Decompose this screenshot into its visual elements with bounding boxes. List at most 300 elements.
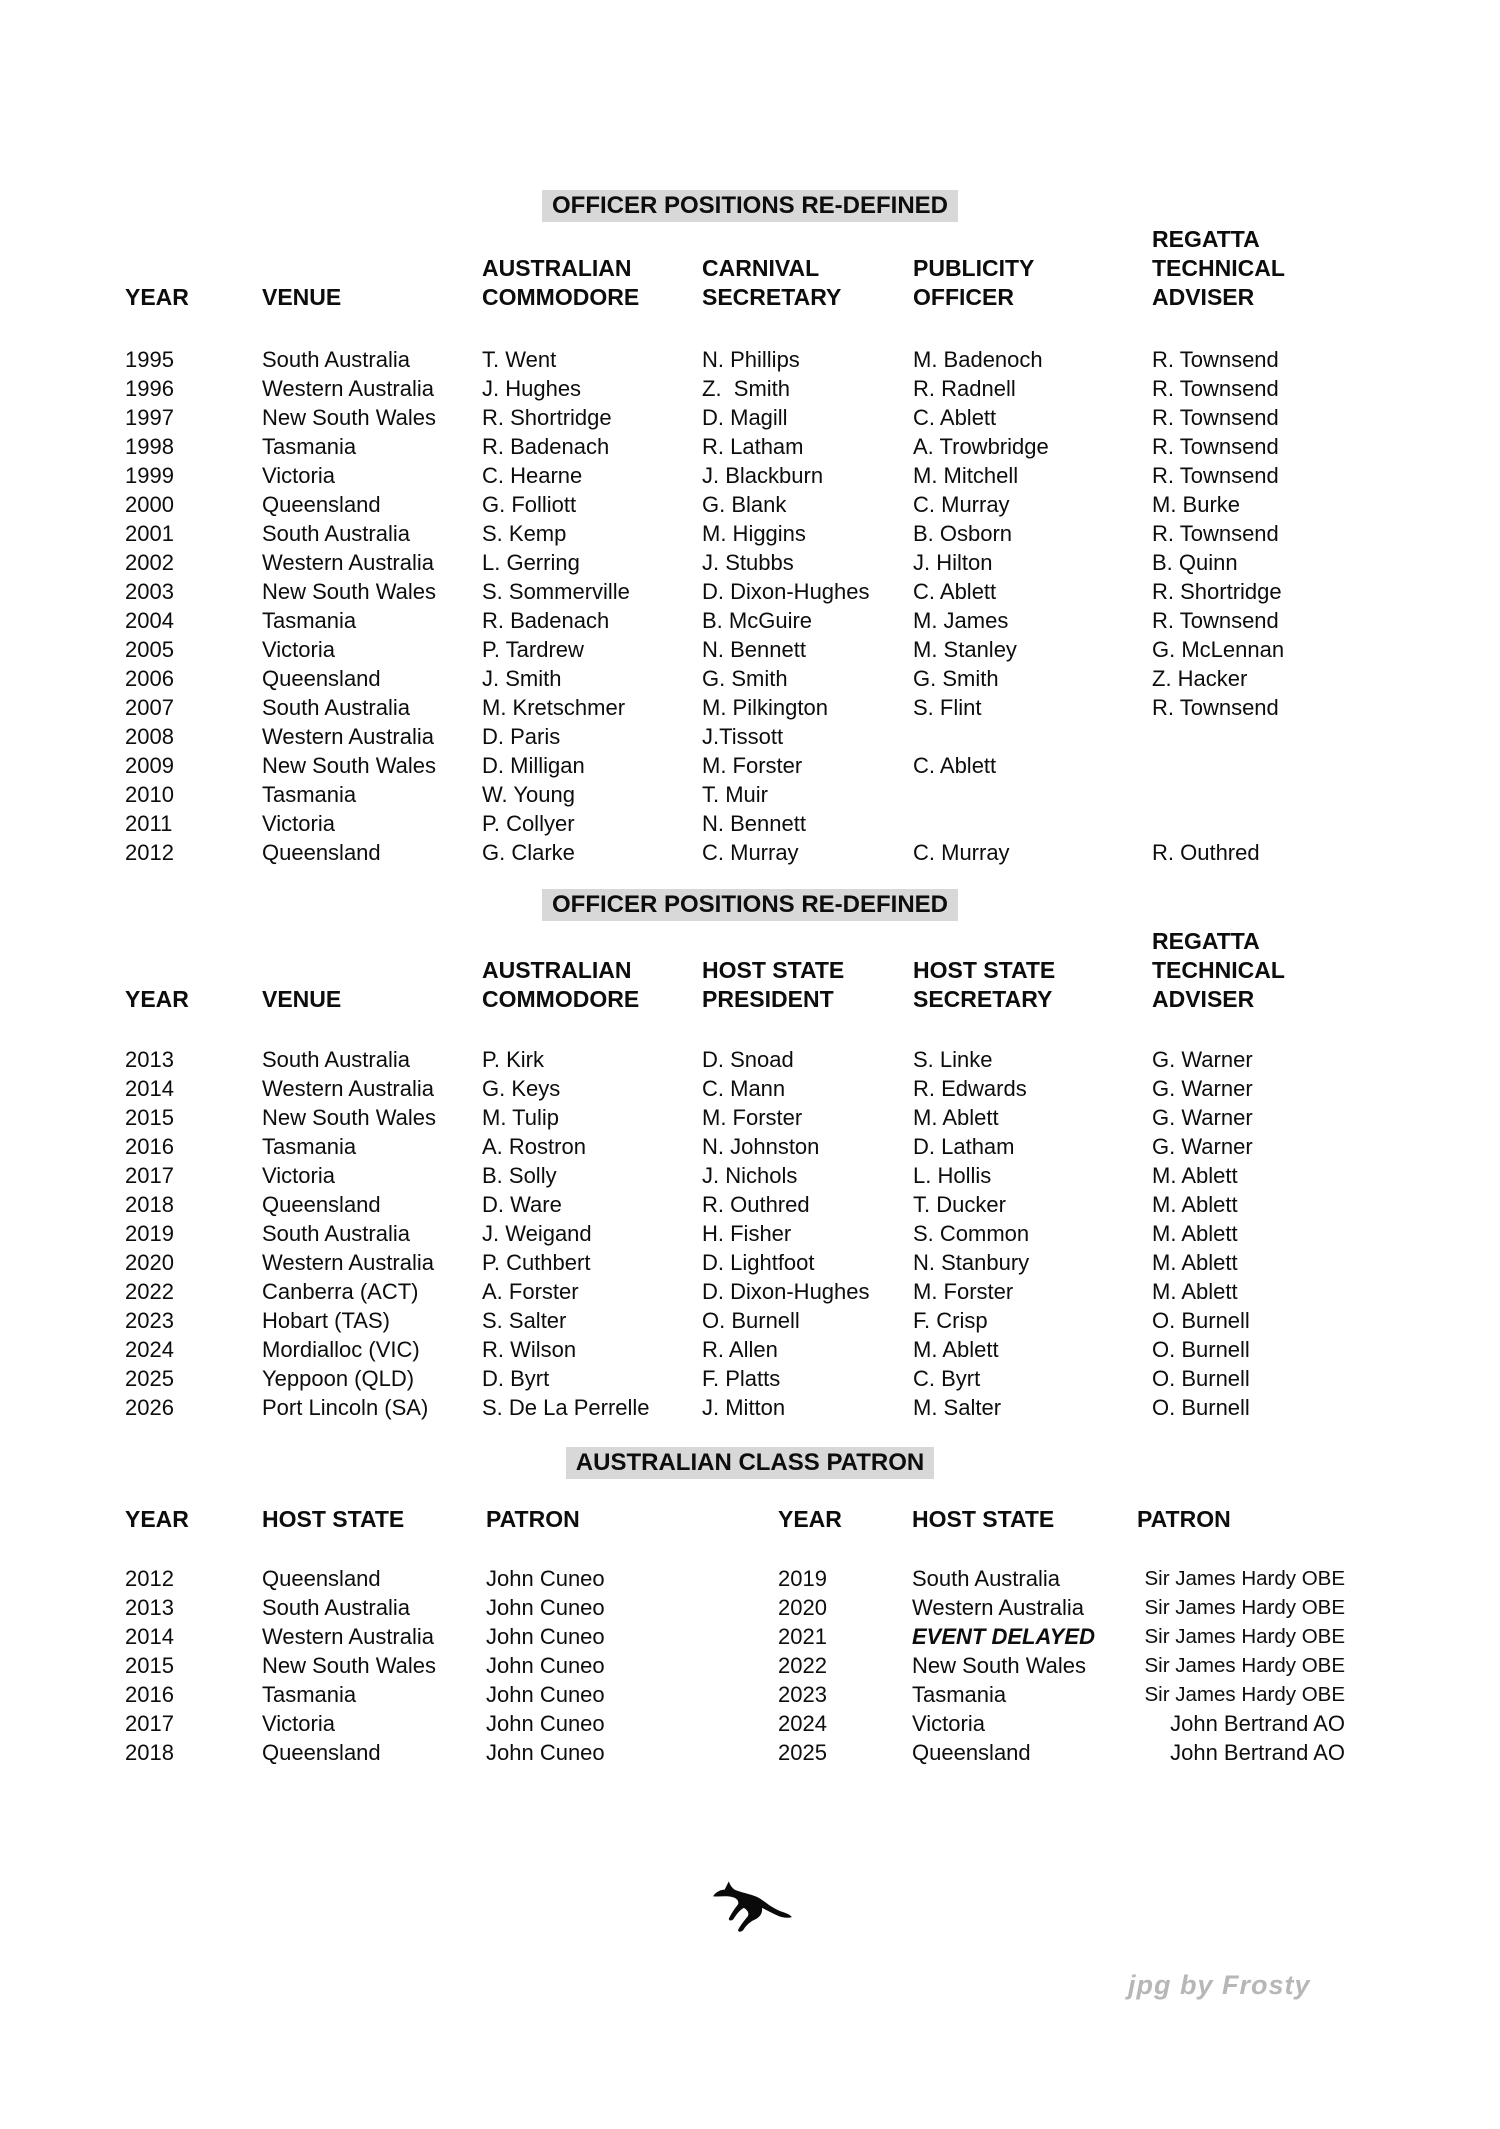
table-cell: P. Kirk [482, 1047, 544, 1072]
table-cell: P. Tardrew [482, 637, 584, 662]
table-cell: J. Hilton [913, 550, 993, 575]
table-cell: 2001 [125, 521, 174, 546]
table-cell: S. Salter [482, 1308, 567, 1333]
table-cell: A. Trowbridge [913, 434, 1049, 459]
table-cell: M. Forster [702, 1105, 803, 1130]
column-header-line: PUBLICITY [913, 255, 1035, 281]
table-cell: Mordialloc (VIC) [262, 1337, 420, 1362]
table-cell: 2018 [125, 1192, 174, 1217]
table-cell: R. Outhred [702, 1192, 810, 1217]
table-row [0, 1564, 1500, 1593]
table-cell: N. Phillips [702, 347, 800, 372]
table-row [0, 374, 1500, 403]
table-cell: F. Crisp [913, 1308, 988, 1333]
table-cell: P. Collyer [482, 811, 575, 836]
table-cell: New South Wales [262, 1653, 437, 1678]
table-cell: Sir James Hardy OBE [1144, 1567, 1345, 1590]
column-header-line: AUSTRALIAN [482, 957, 632, 983]
table-cell: 2023 [125, 1308, 174, 1333]
table-cell: G. Keys [482, 1076, 561, 1101]
table-cell: M. Salter [913, 1395, 1002, 1420]
table-cell: John Cuneo [486, 1624, 605, 1649]
table-cell: J. Blackburn [702, 463, 824, 488]
table-cell: G. Smith [702, 666, 788, 691]
table-cell: Victoria [912, 1711, 985, 1736]
table-row [0, 635, 1500, 664]
column-header [482, 927, 700, 1014]
table-cell: Tasmania [262, 434, 357, 459]
table-row [0, 577, 1500, 606]
table-row [0, 1364, 1500, 1393]
column-header-line: HOST STATE [912, 1506, 1055, 1532]
table-cell: R. Allen [702, 1337, 778, 1362]
table-cell: O. Burnell [1152, 1366, 1250, 1391]
table-cell: D. Byrt [482, 1366, 550, 1391]
table-cell: R. Badenach [482, 608, 610, 633]
table-cell: R. Townsend [1152, 521, 1279, 546]
table-cell: M. Ablett [1152, 1279, 1238, 1304]
table-cell: D. Milligan [482, 753, 585, 778]
table-cell: John Cuneo [486, 1711, 605, 1736]
table-row [0, 1132, 1500, 1161]
table-cell: Western Australia [262, 1250, 435, 1275]
table-cell: Yeppoon (QLD) [262, 1366, 415, 1391]
table-cell: R. Wilson [482, 1337, 577, 1362]
table-cell: Victoria [262, 637, 335, 662]
table-cell: Sir James Hardy OBE [1144, 1596, 1345, 1619]
column-header [482, 225, 700, 312]
table-cell: G. Warner [1152, 1047, 1253, 1072]
table-row [0, 1248, 1500, 1277]
column-header [913, 225, 1150, 312]
table-cell: M. Badenoch [913, 347, 1043, 372]
table-cell: 2019 [778, 1566, 827, 1591]
column-header [1137, 1505, 1345, 1534]
table-cell: Hobart (TAS) [262, 1308, 390, 1333]
table-cell: 2025 [778, 1740, 827, 1765]
table-cell: M. Forster [702, 753, 803, 778]
column-header-line: ADVISER [1152, 284, 1255, 310]
table-cell: Port Lincoln (SA) [262, 1395, 429, 1420]
table-cell: 2026 [125, 1395, 174, 1420]
table-cell: 2012 [125, 840, 174, 865]
column-header [702, 225, 911, 312]
table-cell: 2021 [778, 1624, 827, 1649]
table-cell: Z. Hacker [1152, 666, 1248, 691]
table-cell: B. Osborn [913, 521, 1013, 546]
table-row [0, 1190, 1500, 1219]
table-cell: 2025 [125, 1366, 174, 1391]
table-cell: N. Bennett [702, 811, 806, 836]
table-cell: M. Higgins [702, 521, 806, 546]
table-cell: Sir James Hardy OBE [1144, 1683, 1345, 1706]
table-cell: M. Ablett [1152, 1221, 1238, 1246]
table-row [0, 809, 1500, 838]
table-cell: 2019 [125, 1221, 174, 1246]
table-cell: D. Snoad [702, 1047, 794, 1072]
table-cell: M. James [913, 608, 1009, 633]
table-cell: R. Edwards [913, 1076, 1027, 1101]
table-cell: M. Pilkington [702, 695, 828, 720]
table-cell: Tasmania [262, 1682, 357, 1707]
table-cell: 2009 [125, 753, 174, 778]
column-header-line: COMMODORE [482, 986, 640, 1012]
table-cell: Queensland [912, 1740, 1031, 1765]
table-cell: Queensland [262, 666, 381, 691]
table-cell: R. Townsend [1152, 347, 1279, 372]
table-row [0, 838, 1500, 867]
table-cell: D. Lightfoot [702, 1250, 815, 1275]
table-cell: John Cuneo [486, 1595, 605, 1620]
table-cell: C. Murray [913, 840, 1010, 865]
table-cell: O. Burnell [702, 1308, 800, 1333]
table-cell: EVENT DELAYED [912, 1624, 1095, 1649]
table-cell: 2004 [125, 608, 174, 633]
table-row [0, 1074, 1500, 1103]
table-cell: G. Blank [702, 492, 787, 517]
table-cell: T. Went [482, 347, 557, 372]
table-cell: South Australia [912, 1566, 1060, 1591]
column-header [125, 927, 262, 1014]
column-header [262, 927, 480, 1014]
table-row [0, 432, 1500, 461]
table-cell: 2013 [125, 1595, 174, 1620]
column-header-line: PATRON [1137, 1506, 1231, 1532]
table-cell: 2015 [125, 1653, 174, 1678]
table-cell: B. Solly [482, 1163, 557, 1188]
column-header [1152, 927, 1452, 1014]
table-cell: Canberra (ACT) [262, 1279, 419, 1304]
table-cell: R. Radnell [913, 376, 1016, 401]
table-cell: 1996 [125, 376, 174, 401]
table-cell: M. Ablett [913, 1337, 999, 1362]
table-cell: R. Townsend [1152, 608, 1279, 633]
table-cell: R. Shortridge [1152, 579, 1282, 604]
table-row [0, 1103, 1500, 1132]
table-cell: 2003 [125, 579, 174, 604]
table-cell: 2000 [125, 492, 174, 517]
column-header [1152, 225, 1452, 312]
table-row [0, 722, 1500, 751]
table-cell: Tasmania [262, 1134, 357, 1159]
table-cell: O. Burnell [1152, 1308, 1250, 1333]
table-cell: Victoria [262, 1163, 335, 1188]
table-cell: S. De La Perrelle [482, 1395, 650, 1420]
table-cell: O. Burnell [1152, 1337, 1250, 1362]
table-cell: Western Australia [262, 550, 435, 575]
table-cell: Tasmania [912, 1682, 1007, 1707]
table-cell: M. Tulip [482, 1105, 560, 1130]
table-cell: R. Townsend [1152, 463, 1279, 488]
table-cell: 2013 [125, 1047, 174, 1072]
table-cell: R. Townsend [1152, 405, 1279, 430]
table-cell: F. Platts [702, 1366, 781, 1391]
table-cell: S. Flint [913, 695, 982, 720]
table-cell: G. Warner [1152, 1134, 1253, 1159]
table-cell: G. Smith [913, 666, 999, 691]
table-cell: M. Ablett [1152, 1163, 1238, 1188]
table-row [0, 1277, 1500, 1306]
table-row [0, 693, 1500, 722]
table-cell: 2008 [125, 724, 174, 749]
table-cell: S. Sommerville [482, 579, 630, 604]
officer-table-2-header [0, 927, 1500, 1014]
table-cell: Tasmania [262, 782, 357, 807]
table-row [0, 1593, 1500, 1622]
table-cell: J. Mitton [702, 1395, 786, 1420]
table-row [0, 1393, 1500, 1422]
table-cell: South Australia [262, 1047, 410, 1072]
column-header-line: REGATTA [1152, 226, 1260, 252]
table-cell: N. Bennett [702, 637, 806, 662]
table-cell: C. Ablett [913, 753, 997, 778]
table-row [0, 1335, 1500, 1364]
column-header-line: SECRETARY [702, 284, 842, 310]
column-header-line: ADVISER [1152, 986, 1255, 1012]
section-title-text: OFFICER POSITIONS RE-DEFINED [542, 889, 958, 921]
table-cell: R. Badenach [482, 434, 610, 459]
table-cell: J. Weigand [482, 1221, 592, 1246]
patron-table-right-header [0, 1505, 1500, 1534]
table-cell: B. McGuire [702, 608, 813, 633]
table-cell: D. Dixon-Hughes [702, 579, 870, 604]
table-cell: 2020 [125, 1250, 174, 1275]
table-cell: M. Mitchell [913, 463, 1019, 488]
column-header-line: PRESIDENT [702, 986, 834, 1012]
table-cell: 2014 [125, 1076, 174, 1101]
table-cell: Western Australia [262, 376, 435, 401]
table-cell: D. Magill [702, 405, 788, 430]
table-row [0, 1680, 1500, 1709]
table-cell: D. Dixon-Hughes [702, 1279, 870, 1304]
column-header-line: YEAR [125, 986, 189, 1012]
table-cell: 2024 [778, 1711, 827, 1736]
table-cell: 2024 [125, 1337, 174, 1362]
table-cell: T. Ducker [913, 1192, 1006, 1217]
table-cell: L. Hollis [913, 1163, 992, 1188]
table-cell: New South Wales [262, 579, 437, 604]
table-cell: South Australia [262, 521, 410, 546]
column-header-line: TECHNICAL [1152, 255, 1285, 281]
table-cell: C. Murray [913, 492, 1010, 517]
table-row [0, 1219, 1500, 1248]
table-cell: Western Australia [262, 1076, 435, 1101]
table-cell: P. Cuthbert [482, 1250, 591, 1275]
table-cell: B. Quinn [1152, 550, 1238, 575]
table-cell: R. Townsend [1152, 376, 1279, 401]
column-header-line: VENUE [262, 284, 342, 310]
table-cell: John Cuneo [486, 1566, 605, 1591]
table-cell: 2017 [125, 1711, 174, 1736]
table-cell: 2011 [125, 811, 173, 836]
table-cell: W. Young [482, 782, 575, 807]
table-cell: Western Australia [262, 724, 435, 749]
column-header-line: HOST STATE [702, 957, 845, 983]
column-header [912, 1505, 1135, 1534]
table-cell: Queensland [262, 1566, 381, 1591]
table-cell: Victoria [262, 811, 335, 836]
officer-table-1 [0, 345, 1500, 867]
table-cell: South Australia [262, 347, 410, 372]
table-cell: D. Latham [913, 1134, 1015, 1159]
column-header-line: PATRON [486, 1506, 580, 1532]
table-cell: A. Forster [482, 1279, 579, 1304]
section-title [0, 1447, 1500, 1479]
table-cell: 2020 [778, 1595, 827, 1620]
column-header-line: HOST STATE [913, 957, 1056, 983]
table-row [0, 780, 1500, 809]
table-cell: G. Warner [1152, 1076, 1253, 1101]
table-cell: C. Murray [702, 840, 799, 865]
column-header [913, 927, 1150, 1014]
column-header [125, 225, 262, 312]
table-cell: J.Tissott [702, 724, 784, 749]
table-cell: Victoria [262, 463, 335, 488]
table-cell: 2015 [125, 1105, 174, 1130]
column-header-line: VENUE [262, 986, 342, 1012]
column-header-line: YEAR [125, 1506, 189, 1532]
table-cell: 1995 [125, 347, 174, 372]
table-cell: New South Wales [262, 753, 437, 778]
table-cell: 1997 [125, 405, 174, 430]
table-cell: 2006 [125, 666, 174, 691]
column-header-line: YEAR [778, 1506, 842, 1532]
table-cell: Tasmania [262, 608, 357, 633]
table-cell: John Cuneo [486, 1653, 605, 1678]
table-cell: A. Rostron [482, 1134, 586, 1159]
table-cell: C. Ablett [913, 405, 997, 430]
column-header-line: TECHNICAL [1152, 957, 1285, 983]
table-cell: 2018 [125, 1740, 174, 1765]
table-cell: South Australia [262, 1595, 410, 1620]
table-cell: S. Common [913, 1221, 1030, 1246]
table-cell: 2014 [125, 1624, 174, 1649]
table-cell: Queensland [262, 492, 381, 517]
table-cell: S. Kemp [482, 521, 567, 546]
table-cell: C. Mann [702, 1076, 786, 1101]
table-cell: M. Burke [1152, 492, 1241, 517]
table-cell: D. Ware [482, 1192, 562, 1217]
table-cell: G. McLennan [1152, 637, 1285, 662]
table-cell: M. Kretschmer [482, 695, 626, 720]
column-header [778, 1505, 912, 1534]
table-cell: Victoria [262, 1711, 335, 1736]
table-cell: J. Stubbs [702, 550, 794, 575]
table-cell: M. Forster [913, 1279, 1014, 1304]
table-cell: 2010 [125, 782, 174, 807]
table-row [0, 1651, 1500, 1680]
table-cell: R. Townsend [1152, 695, 1279, 720]
section-title-text: AUSTRALIAN CLASS PATRON [566, 1447, 934, 1479]
table-row [0, 1622, 1500, 1651]
table-row [0, 1161, 1500, 1190]
table-row [0, 548, 1500, 577]
watermark-text: jpg by Frosty [1128, 1970, 1311, 2000]
table-cell: R. Latham [702, 434, 804, 459]
patron-table-right [0, 1564, 1500, 1767]
table-cell: Queensland [262, 840, 381, 865]
table-cell: New South Wales [912, 1653, 1087, 1678]
table-cell: 2017 [125, 1163, 174, 1188]
table-cell: D. Paris [482, 724, 561, 749]
table-cell: John Bertrand AO [1170, 1740, 1345, 1765]
table-row [0, 606, 1500, 635]
table-cell: C. Ablett [913, 579, 997, 604]
table-row [0, 345, 1500, 374]
table-cell: M. Ablett [1152, 1192, 1238, 1217]
table-cell: John Cuneo [486, 1682, 605, 1707]
table-cell: South Australia [262, 695, 410, 720]
table-cell: G. Clarke [482, 840, 575, 865]
column-header [262, 225, 480, 312]
section-title [0, 889, 1500, 921]
table-cell: Western Australia [912, 1595, 1085, 1620]
column-header-line: CARNIVAL [702, 255, 820, 281]
table-cell: L. Gerring [482, 550, 580, 575]
table-cell: M. Ablett [1152, 1250, 1238, 1275]
table-cell: C. Hearne [482, 463, 583, 488]
table-cell: 2005 [125, 637, 174, 662]
table-cell: John Cuneo [486, 1740, 605, 1765]
table-cell: T. Muir [702, 782, 768, 807]
table-cell: R. Shortridge [482, 405, 612, 430]
table-cell: Sir James Hardy OBE [1144, 1654, 1345, 1677]
table-cell: Queensland [262, 1192, 381, 1217]
table-cell: S. Linke [913, 1047, 993, 1072]
table-cell: J. Smith [482, 666, 562, 691]
kangaroo-logo-icon [710, 1878, 794, 1936]
column-header-line: OFFICER [913, 284, 1014, 310]
column-header [702, 927, 911, 1014]
table-cell: J. Nichols [702, 1163, 798, 1188]
table-cell: N. Johnston [702, 1134, 820, 1159]
table-row [0, 461, 1500, 490]
column-header-line: COMMODORE [482, 284, 640, 310]
table-cell: H. Fisher [702, 1221, 792, 1246]
table-cell: 2022 [125, 1279, 174, 1304]
table-cell: R. Townsend [1152, 434, 1279, 459]
table-cell: 2023 [778, 1682, 827, 1707]
table-cell: 2016 [125, 1134, 174, 1159]
table-cell: New South Wales [262, 405, 437, 430]
table-cell: 2002 [125, 550, 174, 575]
table-cell: Western Australia [262, 1624, 435, 1649]
table-cell: New South Wales [262, 1105, 437, 1130]
table-cell: Queensland [262, 1740, 381, 1765]
table-cell: O. Burnell [1152, 1395, 1250, 1420]
table-cell: G. Folliott [482, 492, 577, 517]
column-header-line: YEAR [125, 284, 189, 310]
table-row [0, 1709, 1500, 1738]
table-cell: R. Outhred [1152, 840, 1260, 865]
table-row [0, 519, 1500, 548]
table-row [0, 490, 1500, 519]
table-cell: 2022 [778, 1653, 827, 1678]
table-cell: Z. Smith [702, 376, 791, 401]
table-cell: John Bertrand AO [1170, 1711, 1345, 1736]
table-row [0, 1045, 1500, 1074]
section-title-text: OFFICER POSITIONS RE-DEFINED [542, 190, 958, 222]
table-cell: 1999 [125, 463, 174, 488]
column-header-line: HOST STATE [262, 1506, 405, 1532]
table-row [0, 403, 1500, 432]
table-row [0, 751, 1500, 780]
table-row [0, 1738, 1500, 1767]
section-title [0, 190, 1500, 222]
table-cell: 1998 [125, 434, 174, 459]
table-cell: South Australia [262, 1221, 410, 1246]
table-cell: G. Warner [1152, 1105, 1253, 1130]
